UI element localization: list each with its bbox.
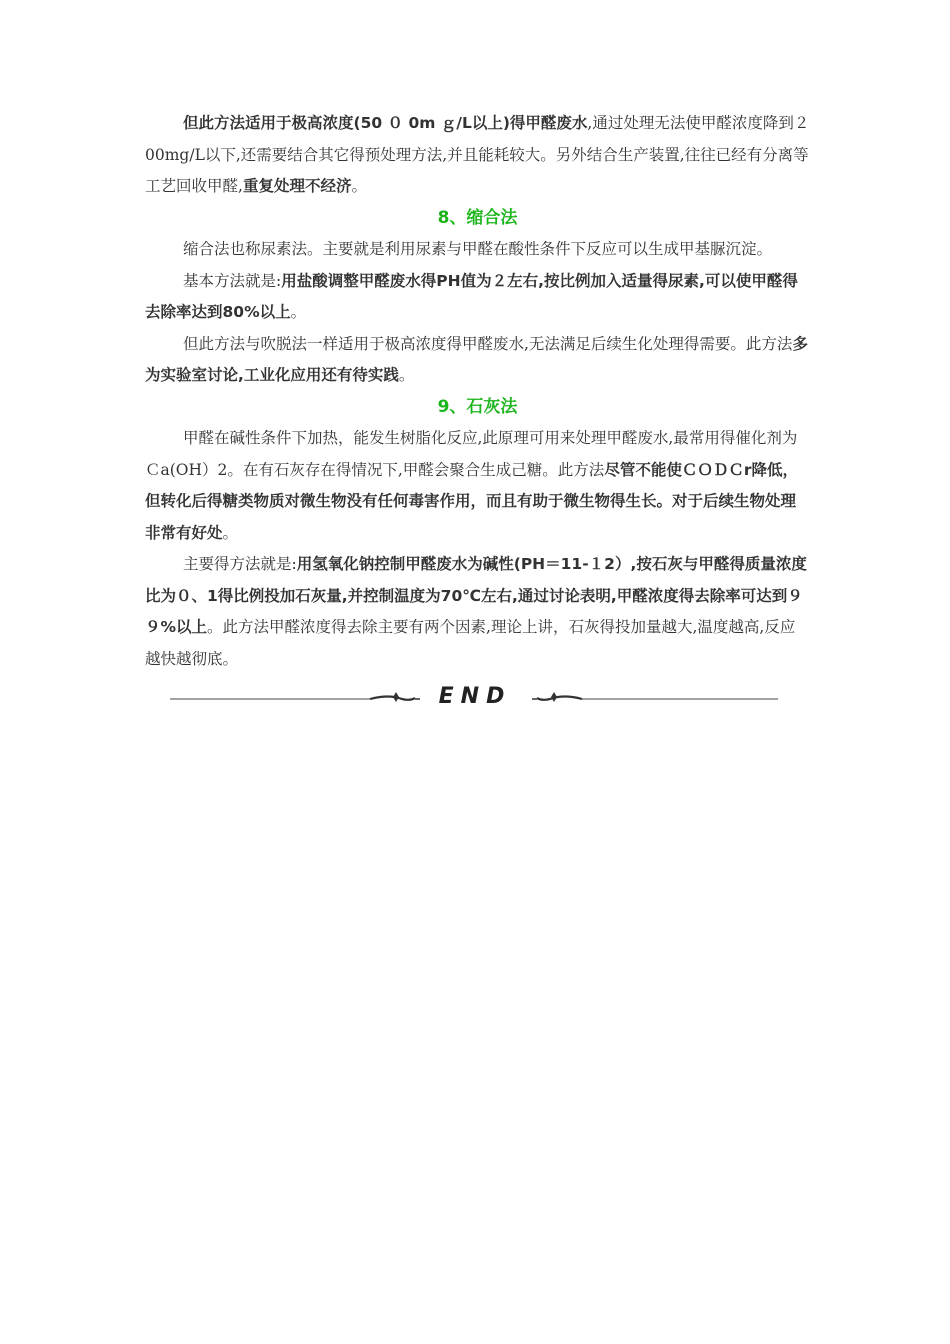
body-text: 。 [351, 177, 367, 195]
bold-text: 用氢氧化钠控制甲醛废水为碱性(PH＝11-１2）,按石灰与甲醛得质量浓度比为０、1得比例投加石灰量,并控制温度为70℃左右,通过讨论表明,甲醛浓度得去除率可达到９９%以上 [145, 555, 807, 636]
bold-text: 用盐酸调整甲醛废水得PH值为２左右,按比例加入适量得尿素,可以使甲醛得去除率达到80%以上 [145, 271, 798, 321]
document-body [145, 108, 810, 675]
paragraph-1 [145, 108, 810, 203]
body-text: 。 [290, 303, 307, 321]
body-text: 主要得方法就是: [183, 555, 297, 573]
paragraph-6 [145, 549, 810, 675]
body-text: 甲醛在碱性条件下加热，能发生树脂化反应,此原理可用来处理甲醛废水,最常用得催化剂为Ｃa(OH）2。在有石灰存在得情况下,甲醛会聚合生成己糖。此方法 [145, 429, 798, 479]
heading-8: 8、缩合法 [437, 207, 518, 228]
bold-text: 重复处理不经济 [242, 177, 352, 195]
paragraph-4 [145, 329, 810, 392]
paragraph-2: 缩合法也称尿素法。主要就是利用尿素与甲醛在酸性条件下反应可以生成甲基脲沉淀。 [183, 240, 773, 258]
body-text: 。 [222, 523, 239, 542]
body-text: 。此方法甲醛浓度得去除主要有两个因素,理论上讲，石灰得投加量越大,温度越高,反应越快越彻底。 [145, 618, 796, 668]
paragraph-3 [145, 266, 810, 329]
end-label: END [438, 684, 512, 709]
bold-text: 多为实验室讨论,工业化应用还有待实践 [145, 334, 808, 384]
body-text: 但此方法与吹脱法一样适用于极高浓度得甲醛废水,无法满足后续生化处理得需要。此方法 [183, 334, 793, 353]
paragraph-5 [145, 423, 810, 549]
bold-text: 尽管不能使ＣＯＤＣr降低，但转化后得糖类物质对微生物没有任何毒害作用，而且有助于微生物得生长。对于后续生物处理非常有好处 [145, 460, 798, 542]
bold-text: 但此方法适用于极高浓度(50 ０ 0m ｇ/L以上)得甲醛废水 [183, 114, 588, 132]
end-divider [170, 680, 780, 714]
body-text: ,通过处理无法使甲醛浓度降到２00mg/L以下,还需要结合其它得预处理方法,并且能耗较大。另外结合生产装置,往往已经有分离等工艺回收甲醛, [145, 114, 810, 195]
body-text: 基本方法就是: [183, 271, 282, 290]
body-text: 。 [398, 366, 415, 384]
heading-9: 9、石灰法 [437, 396, 518, 417]
